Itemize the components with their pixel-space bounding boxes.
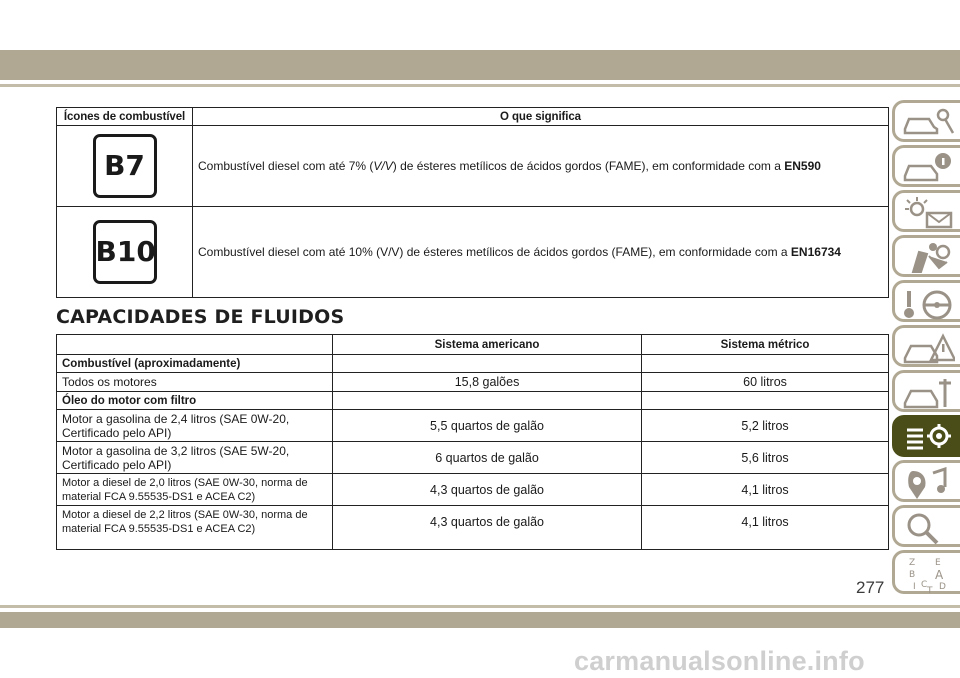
fuel-icon-cell <box>57 126 193 207</box>
header-us-system: Sistema americano <box>333 335 642 355</box>
description-text: Combustível diesel com até 7% ( <box>198 159 374 173</box>
us-value: 4,3 quartos de galão <box>333 506 642 550</box>
fuel-icon-cell <box>57 207 193 298</box>
section-title: CAPACIDADES DE FLUIDOS <box>56 306 345 328</box>
svg-text:T: T <box>927 586 933 595</box>
tab-index[interactable] <box>892 550 960 594</box>
fluid-capacities-table <box>56 334 889 550</box>
tab-airbag-seat[interactable] <box>892 235 960 277</box>
steering-wheel-icon <box>903 287 955 321</box>
row-label: Motor a gasolina de 2,4 litros (SAE 0W-20, Certificado pelo API) <box>57 410 333 442</box>
row-label: Motor a diesel de 2,0 litros (SAE 0W-30, norma de material FCA 9.55535-DS1 e ACEA C2) <box>57 474 333 506</box>
car-service-icon <box>903 377 955 411</box>
us-value: 4,3 quartos de galão <box>333 474 642 506</box>
table-row <box>57 442 889 474</box>
tab-car-info[interactable] <box>892 145 960 187</box>
table-row <box>57 506 889 550</box>
tab-search[interactable] <box>892 505 960 547</box>
header-fuel-icons: Ícones de combustível <box>57 108 193 126</box>
metric-value: 5,2 litros <box>642 410 889 442</box>
tab-car-hazard[interactable] <box>892 325 960 367</box>
fuel-icons-table <box>56 107 889 298</box>
footer-band <box>0 612 960 628</box>
b7-fuel-icon: B7 <box>93 134 157 198</box>
header-band <box>0 50 960 80</box>
fuel-description <box>193 126 889 207</box>
svg-text:D: D <box>939 582 946 592</box>
search-icon <box>903 512 955 546</box>
index-letters-icon <box>903 557 955 595</box>
us-value: 15,8 galões <box>333 373 642 392</box>
standard-code: EN590 <box>784 159 821 173</box>
metric-value: 5,6 litros <box>642 442 889 474</box>
description-text: Combustível diesel com até 10% (V/V) de ésteres metílicos de ácidos gordos (FAME), em conformidade com a <box>198 245 791 259</box>
car-hazard-icon <box>903 332 955 366</box>
us-value: 6 quartos de galão <box>333 442 642 474</box>
svg-text:E: E <box>935 558 941 568</box>
section-label: Combustível (aproximadamente) <box>57 355 333 373</box>
tab-steering-wheel[interactable] <box>892 280 960 322</box>
header-meaning: O que significa <box>193 108 889 126</box>
table-row <box>57 207 889 298</box>
section-row-fuel <box>57 355 889 373</box>
tab-car-key[interactable] <box>892 100 960 142</box>
car-info-icon <box>903 152 955 184</box>
table-row <box>57 373 889 392</box>
metric-value: 4,1 litros <box>642 474 889 506</box>
row-label: Todos os motores <box>57 373 333 392</box>
empty-cell <box>333 355 642 373</box>
section-label: Óleo do motor com filtro <box>57 392 333 410</box>
standard-code: EN16734 <box>790 245 841 259</box>
description-italic: V/V <box>373 159 393 173</box>
row-label: Motor a gasolina de 3,2 litros (SAE 5W-20, Certificado pelo API) <box>57 442 333 474</box>
multimedia-icon <box>903 467 955 501</box>
svg-text:A: A <box>935 568 944 582</box>
tab-warning-lights[interactable] <box>892 190 960 232</box>
tab-car-service[interactable] <box>892 370 960 412</box>
header-metric-system: Sistema métrico <box>642 335 889 355</box>
page-number: 277 <box>856 578 885 597</box>
section-row-oil <box>57 392 889 410</box>
empty-cell <box>642 392 889 410</box>
tab-specifications[interactable] <box>892 415 960 457</box>
metric-value: 60 litros <box>642 373 889 392</box>
header-rule <box>0 84 960 87</box>
tab-multimedia[interactable] <box>892 460 960 502</box>
footer-rule <box>0 605 960 608</box>
header-blank <box>57 335 333 355</box>
b10-fuel-icon: B10 <box>93 220 157 284</box>
table-row <box>57 474 889 506</box>
capacity-table-header <box>57 335 889 355</box>
car-key-icon <box>903 107 955 137</box>
description-text-continued: ) de ésteres metílicos de ácidos gordos (FAME), em conformidade com a <box>392 159 785 173</box>
us-value: 5,5 quartos de galão <box>333 410 642 442</box>
watermark: carmanualsonline.info <box>574 646 865 676</box>
svg-text:B: B <box>909 570 916 580</box>
fuel-table-header <box>57 108 889 126</box>
table-row <box>57 126 889 207</box>
specifications-gear-icon <box>903 422 955 456</box>
svg-text:C: C <box>921 580 928 590</box>
fuel-description <box>193 207 889 298</box>
airbag-seat-icon <box>903 242 955 276</box>
empty-cell <box>642 355 889 373</box>
svg-text:Z: Z <box>909 558 916 568</box>
metric-value: 4,1 litros <box>642 506 889 550</box>
svg-text:I: I <box>913 582 916 592</box>
empty-cell <box>333 392 642 410</box>
row-label: Motor a diesel de 2,2 litros (SAE 0W-30, norma de material FCA 9.55535-DS1 e ACEA C2) <box>57 506 333 550</box>
warning-lights-icon <box>903 197 955 229</box>
table-row <box>57 410 889 442</box>
